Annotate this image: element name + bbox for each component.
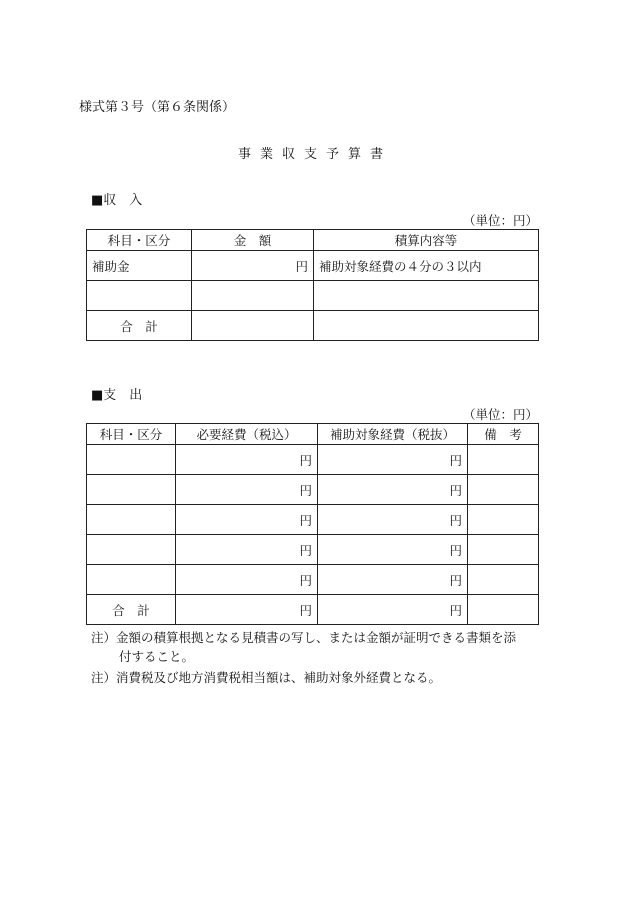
- table-row: [87, 535, 539, 565]
- column-header-required: 必要経費（税込）: [176, 424, 318, 445]
- document-title: 事業収支予算書: [237, 147, 392, 162]
- note-1-line-1: 注）金額の積算根拠となる見積書の写し、または金額が証明できる書類を添: [91, 630, 517, 645]
- cell-required[interactable]: 円: [176, 535, 318, 565]
- table-row: [87, 281, 539, 311]
- note-1-line-2: 付すること。: [119, 649, 195, 664]
- table-row: [87, 445, 539, 475]
- cell-remarks[interactable]: [468, 595, 539, 625]
- expense-heading: ■支 出: [91, 388, 143, 403]
- column-header-amount: 金 額: [192, 230, 314, 251]
- cell-item[interactable]: [87, 505, 176, 535]
- cell-eligible[interactable]: 円: [318, 445, 468, 475]
- form-number: 様式第３号（第６条関係）: [79, 100, 236, 115]
- cell-detail[interactable]: 補助対象経費の４分の３以内: [314, 251, 539, 281]
- table-row-total: [87, 311, 539, 341]
- cell-eligible[interactable]: 円: [318, 535, 468, 565]
- cell-required[interactable]: 円: [176, 595, 318, 625]
- expense-table: [86, 423, 539, 625]
- cell-item[interactable]: [87, 445, 176, 475]
- cell-required[interactable]: 円: [176, 565, 318, 595]
- cell-eligible[interactable]: 円: [318, 475, 468, 505]
- income-table: [86, 229, 539, 341]
- column-header-item: 科目・区分: [87, 424, 176, 445]
- cell-amount[interactable]: [192, 311, 314, 341]
- cell-item[interactable]: [87, 281, 192, 311]
- cell-item[interactable]: [87, 535, 176, 565]
- cell-eligible[interactable]: 円: [318, 505, 468, 535]
- note-2-line-1: 注）消費税及び地方消費税相当額は、補助対象外経費となる。: [91, 670, 442, 685]
- column-header-eligible: 補助対象経費（税抜）: [318, 424, 468, 445]
- table-row: [87, 565, 539, 595]
- column-header-remarks: 備 考: [468, 424, 539, 445]
- cell-eligible[interactable]: 円: [318, 595, 468, 625]
- table-row: [87, 505, 539, 535]
- cell-remarks[interactable]: [468, 565, 539, 595]
- income-heading: ■収 入: [91, 193, 143, 208]
- column-header-detail: 積算内容等: [314, 230, 539, 251]
- column-header-item: 科目・区分: [87, 230, 192, 251]
- table-header-row: [87, 424, 539, 445]
- table-header-row: [87, 230, 539, 251]
- cell-eligible[interactable]: 円: [318, 565, 468, 595]
- cell-required[interactable]: 円: [176, 475, 318, 505]
- cell-remarks[interactable]: [468, 475, 539, 505]
- cell-item[interactable]: [87, 475, 176, 505]
- cell-remarks[interactable]: [468, 505, 539, 535]
- table-row-total: [87, 595, 539, 625]
- cell-item[interactable]: 補助金: [87, 251, 192, 281]
- table-row: [87, 475, 539, 505]
- cell-total-label: 合 計: [87, 595, 176, 625]
- cell-detail[interactable]: [314, 311, 539, 341]
- cell-item[interactable]: [87, 565, 176, 595]
- expense-unit: （単位：円）: [462, 407, 538, 422]
- cell-required[interactable]: 円: [176, 505, 318, 535]
- note-1: [91, 628, 516, 666]
- cell-amount[interactable]: [192, 281, 314, 311]
- cell-required[interactable]: 円: [176, 445, 318, 475]
- note-2: [91, 668, 441, 687]
- table-row: [87, 251, 539, 281]
- cell-amount[interactable]: 円: [192, 251, 314, 281]
- cell-total-label: 合 計: [87, 311, 192, 341]
- cell-detail[interactable]: [314, 281, 539, 311]
- income-unit: （単位：円）: [462, 213, 538, 228]
- cell-remarks[interactable]: [468, 445, 539, 475]
- cell-remarks[interactable]: [468, 535, 539, 565]
